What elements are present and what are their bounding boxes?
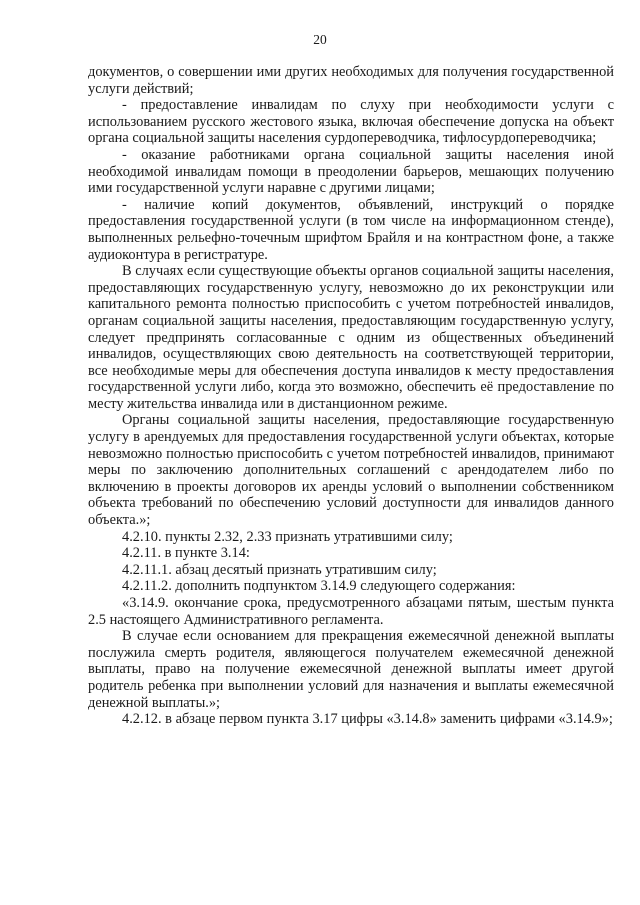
paragraph: Органы социальной защиты населения, предоставляющие государственную услугу в арендуемых для предоставления государственной услуги объектах, которые невозможно полностью приспособить с учетом потребностей инвалидов, принимают меры по заключению дополнительных соглашений с арендодателем либо по включению в проекты договоров их аренды условий о выполнении собственником объекта требований по обеспечению условий доступности для инвалидов данного объекта.»; [88, 412, 614, 529]
paragraph: В случае если основанием для прекращения ежемесячной денежной выплаты послужила смерть родителя, являющегося получателем ежемесячной денежной выплаты, право на получение ежемесячной денежной выплаты имеет другой родитель ребенка при выполнении условий для назначения и выплаты ежемесячной денежной выплаты.»; [88, 628, 614, 711]
paragraph: В случаях если существующие объекты органов социальной защиты населения, предоставляющих государственную услугу, невозможно до их реконструкции или капитального ремонта полностью приспособить с учетом потребностей инвалидов, органам социальной защиты населения, предоставляющим государственную услугу, следует предпринять согласованные с одним из общественных объединений инвалидов, осуществляющих свою деятельность на соответствующей территории, все необходимые меры для обеспечения доступа инвалидов к месту предоставления государственной услуги либо, когда это возможно, обеспечить её предоставление по месту жительства инвалида или в дистанционном режиме. [88, 263, 614, 412]
clause-4-2-10: 4.2.10. пункты 2.32, 2.33 признать утратившими силу; [122, 528, 453, 545]
document-body [88, 64, 614, 728]
list-item-braille-copies: - наличие копий документов, объявлений, инструкций о порядке предоставления государственной услуги (в том числе на информационном стенде), выполненных рельефно-точечным шрифтом Брайля и на контрастном фоне, а также аудиоконтура в регистратуре. [88, 196, 614, 263]
clause-4-2-11-2: 4.2.11.2. дополнить подпунктом 3.14.9 следующего содержания: [122, 578, 516, 595]
list-item-assistance: - оказание работниками органа социальной защиты населения иной необходимой инвалидам помощи в преодолении барьеров, мешающих получению ими государственной услуги наравне с другими лицами; [88, 146, 614, 197]
clause-3-14-9: «3.14.9. окончание срока, предусмотренного абзацами пятым, шестым пункта 2.5 настоящего Административного регламента. [88, 595, 614, 628]
clause-4-2-11-1: 4.2.11.1. абзац десятый признать утратившим силу; [122, 561, 437, 578]
list-item-sign-language: - предоставление инвалидам по слуху при необходимости услуги с использованием русского жестового языка, включая обеспечение допуска на объект органа социальной защиты населения сурдопереводчика, тифлосурдопереводчика; [88, 97, 614, 147]
clause-4-2-12: 4.2.12. в абзаце первом пункта 3.17 цифры «3.14.8» заменить цифрами «3.14.9»; [122, 711, 613, 728]
paragraph: документов, о совершении ими других необходимых для получения государственной услуги действий; [88, 64, 614, 97]
clause-4-2-11: 4.2.11. в пункте 3.14: [122, 545, 250, 562]
page-number: 20 [313, 32, 327, 47]
